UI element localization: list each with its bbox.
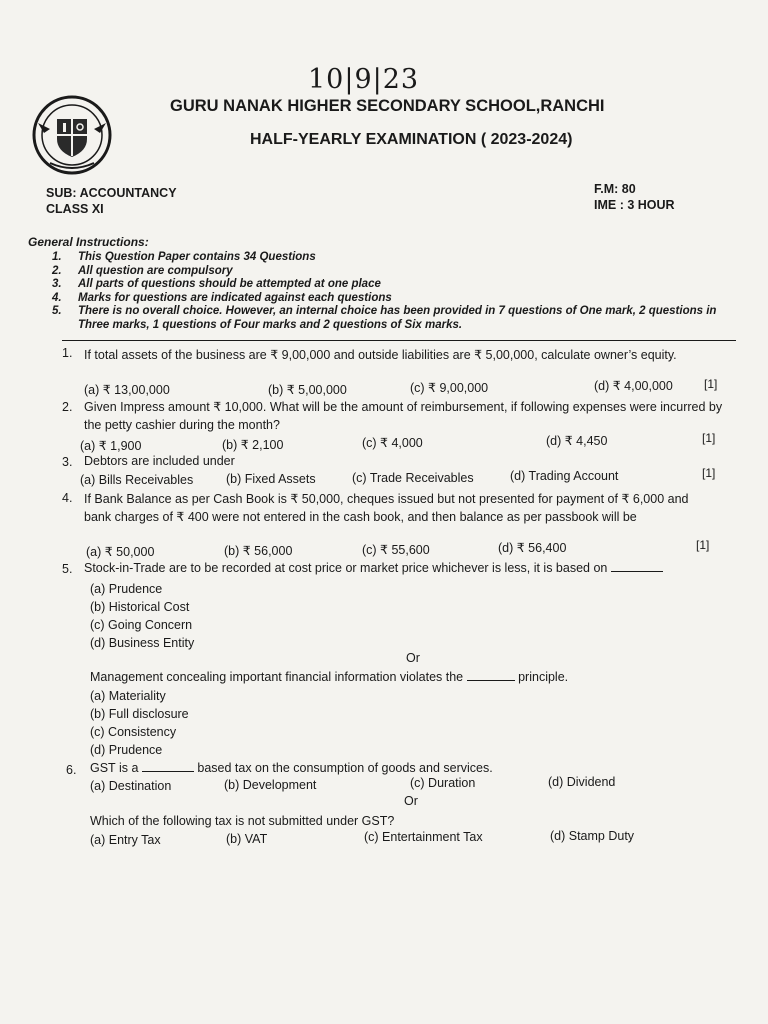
question-1-marks: [1] [704,377,718,391]
question-5-alt-option-b: (b) Full disclosure [90,707,189,721]
question-4-option-b: (b) ₹ 56,000 [224,544,293,558]
question-1-number: 1. [62,346,73,360]
question-5-option-c: (c) Going Concern [90,618,193,632]
question-2-option-d: (d) ₹ 4,450 [546,434,608,448]
question-5-alt-option-c: (c) Consistency [90,725,177,739]
time-label: IME : 3 HOUR [594,198,675,212]
question-5-or: Or [406,651,420,665]
question-3-option-d: (d) Trading Account [510,469,619,483]
question-4-option-c: (c) ₹ 55,600 [362,543,430,557]
answer-blank [611,561,663,572]
instruction-item: 1. This Question Paper contains 34 Questions [52,251,316,263]
full-marks-label: F.M: 80 [594,182,636,196]
question-4-option-a: (a) ₹ 50,000 [86,545,155,559]
question-2-option-a: (a) ₹ 1,900 [80,439,142,453]
question-1-option-a: (a) ₹ 13,00,000 [84,383,170,397]
question-5-option-b: (b) Historical Cost [90,600,190,614]
question-5-option-a: (a) Prudence [90,582,163,596]
question-4-text: If Bank Balance as per Cash Book is ₹ 50,000, cheques issued but not presented for payment of ₹ 6,000 and bank charges of ₹ 400 were not entered in the cash book, and then balance as per passbook will be [84,492,689,524]
question-5-alt-option-a: (a) Materiality [90,689,166,703]
question-2-marks: [1] [702,431,716,445]
question-6-alt-option-a: (a) Entry Tax [90,833,161,847]
divider-line [62,340,736,341]
question-5-alt-option-d: (d) Prudence [90,743,163,757]
question-6-option-b: (b) Development [224,778,317,792]
question-1-option-d: (d) ₹ 4,00,000 [594,379,673,393]
question-2-option-c: (c) ₹ 4,000 [362,436,423,450]
question-3-option-c: (c) Trade Receivables [352,471,474,485]
subject-label: SUB: ACCOUNTANCY [46,186,177,200]
school-crest-logo [30,93,114,177]
class-label: CLASS XI [46,202,104,216]
question-6-text: GST is a based tax on the consumption of goods and services. [90,761,493,775]
question-1-text: If total assets of the business are ₹ 9,00,000 and outside liabilities are ₹ 5,00,000, calculate owner’s equity. [84,348,677,362]
question-5-option-d: (d) Business Entity [90,636,195,650]
question-3-text: Debtors are included under [84,454,235,468]
question-6-option-a: (a) Destination [90,779,172,793]
school-name: GURU NANAK HIGHER SECONDARY SCHOOL,RANCHI [170,97,605,115]
question-6-alt-text: Which of the following tax is not submitted under GST? [90,814,395,828]
question-4-number: 4. [62,491,73,505]
instruction-item: 2. All question are compulsory [52,264,233,277]
instructions-list [52,251,742,333]
question-1-option-b: (b) ₹ 5,00,000 [268,383,347,397]
question-6-option-d: (d) Dividend [548,775,616,789]
exam-title: HALF-YEARLY EXAMINATION ( 2023-2024) [250,131,573,148]
question-5-number: 5. [62,562,73,576]
instructions-heading: General Instructions: [28,235,149,249]
question-6-option-c: (c) Duration [410,776,476,790]
question-5-text: Stock-in-Trade are to be recorded at cost price or market price whichever is less, it is based on [84,561,663,575]
question-3-marks: [1] [702,466,716,480]
question-4-marks: [1] [696,538,710,552]
instruction-item: 3. All parts of questions should be attempted at one place [52,278,381,291]
question-6-alt-option-b: (b) VAT [226,832,268,846]
question-2-option-b: (b) ₹ 2,100 [222,438,284,452]
question-6-number: 6. [66,763,77,777]
question-3-option-a: (a) Bills Receivables [80,473,194,487]
question-1-option-c: (c) ₹ 9,00,000 [410,381,489,395]
instruction-item: 5. There is no overall choice. However, an internal choice has been provided in 7 questions of One mark, 2 questions in Three marks, 1 questions of Four marks and 2 questions of Six marks. [52,305,717,331]
answer-blank [467,670,515,681]
question-5-alt-text: Management concealing important financial information violates the principle. [90,670,569,684]
question-6-alt-option-c: (c) Entertainment Tax [364,830,483,844]
question-6-alt-option-d: (d) Stamp Duty [550,829,635,843]
question-2-text: Given Impress amount ₹ 10,000. What will be the amount of reimbursement, if following expenses were incurred by the petty cashier during the month? [84,400,723,432]
question-2-number: 2. [62,400,73,414]
question-4-option-d: (d) ₹ 56,400 [498,541,567,555]
question-6-or: Or [404,794,418,808]
answer-blank [142,761,194,772]
handwritten-date: 10|9|23 [308,64,420,95]
question-3-number: 3. [62,455,73,469]
question-3-option-b: (b) Fixed Assets [226,472,316,486]
instruction-item: 4. Marks for questions are indicated against each questions [52,291,392,304]
